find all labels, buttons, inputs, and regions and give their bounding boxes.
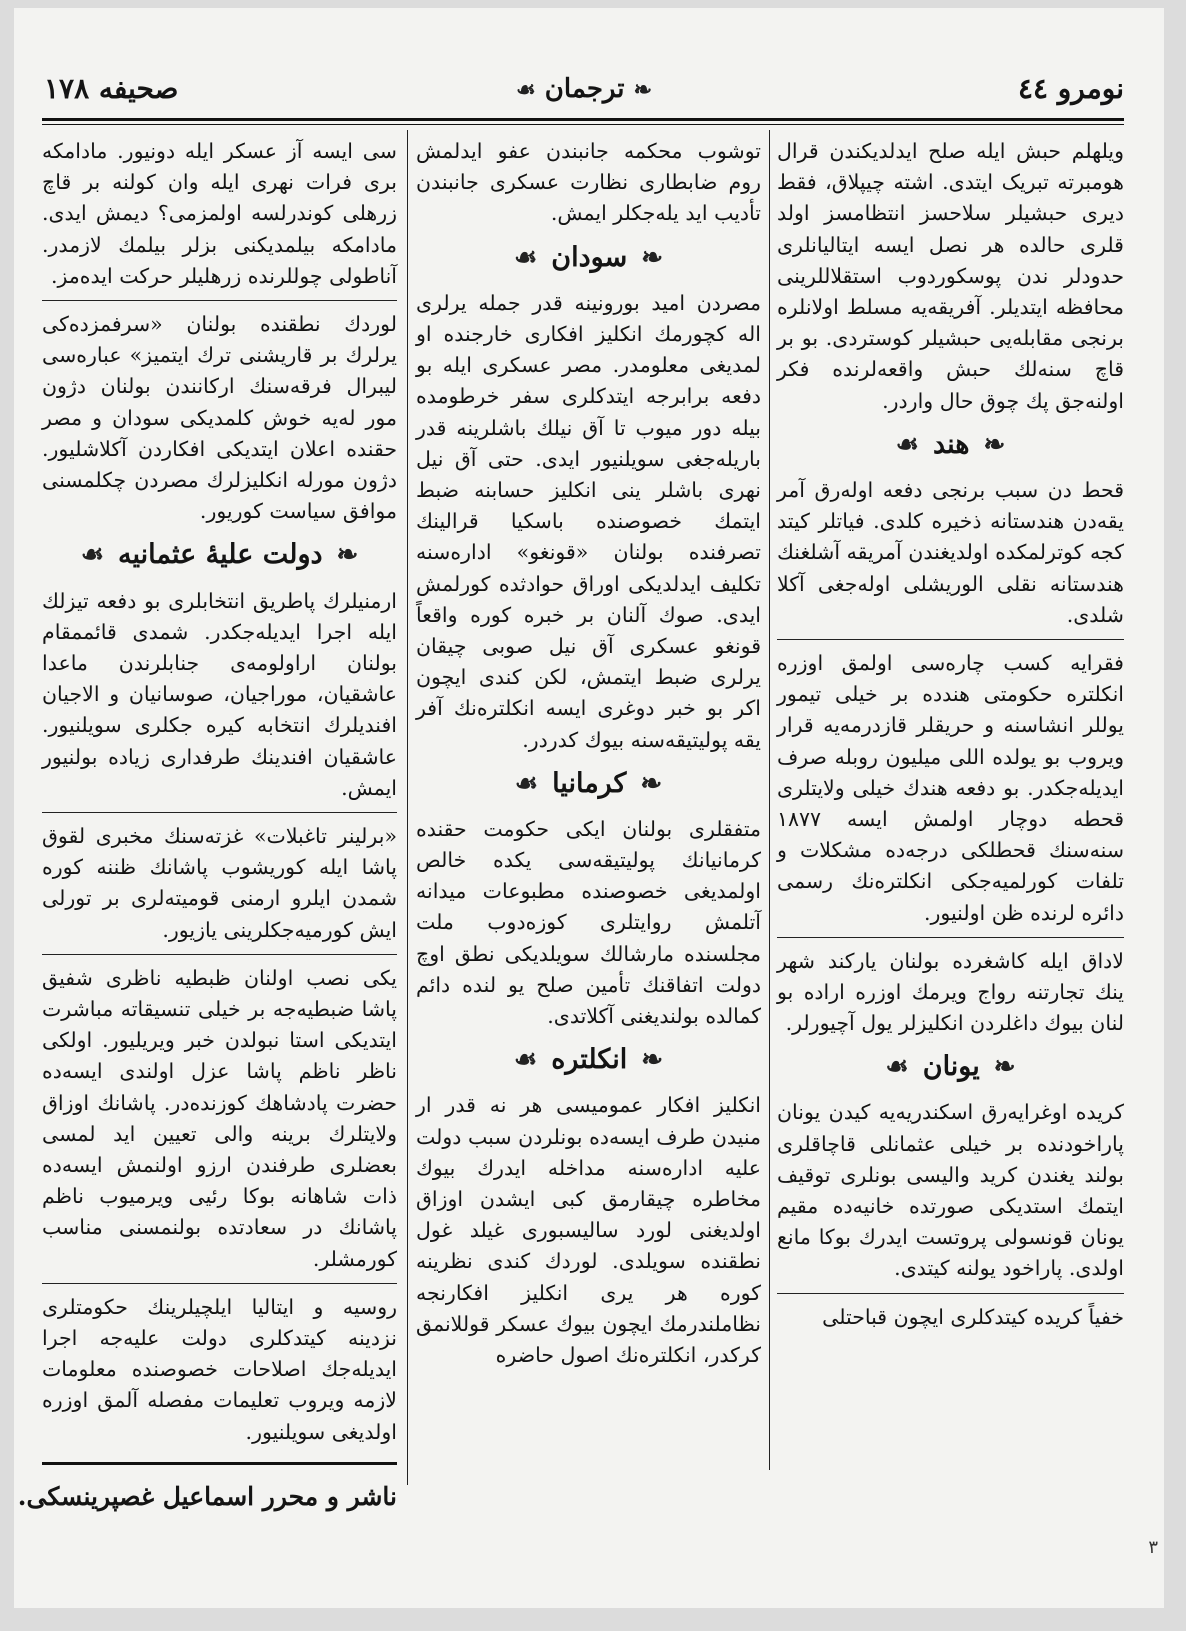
ornament-icon: ☙ [514,768,539,799]
paragraph-rule [42,812,397,813]
section-heading-hind [777,429,1124,461]
section-heading-ottoman-state [42,539,397,571]
header-rule [42,118,1124,125]
article-paragraph: ارمنیلرك پاطریق انتخابلری بو دفعه تیزلك ایله اجرا ایدیله‌جکدر. شمدی قائممقام بولنان اراولومه‌ی جنابلرندن ماعدا عاشقیان، موراجیان، صوسانیان و الاجیان افندیلرك انتخابه کیره جکلری سویلنیور. عاشقیان افندینك طرفداری زیاده بولنیور ایمش. [42,588,397,800]
masthead-title-text: ترجمان [544,74,625,104]
column-middle [416,136,761,1371]
section-heading-text: کرمانیا [552,767,627,799]
paragraph-rule [42,954,397,955]
ornament-icon: ☙ [513,242,538,273]
page-header [44,66,1124,116]
article-paragraph: قحط دن سبب برنجی دفعه اوله‌رق آمر یقه‌دن هندستانه ذخیره کلدی. فیاتلر کیتد کجه کوترلمکده اولدیغندن آمریقه آشلغنك هندستانه نقلی الوریشلی اوله‌جغی آکلا شلدی. [777,477,1124,627]
ornament-icon: ❧ [633,77,652,103]
article-paragraph: سی ایسه آز عسکر ایله دونیور. مادامکه بری فرات نهری ایله وان کولنه بر قاچ زرهلی کوندرلسه اولمزمی؟ دیمش ایدی. مادامکه بیلمدیکنی بزلر بیلمك لازمدر. آناطولی چوللرنده زرهلیلر حرکت ایده‌مز. [42,139,397,288]
article-paragraph: ویلهلم حبش ایله صلح ایدلدیکندن قرال هومبرته تبریک ایتدی. اشته چیپلاق، فقط دیری حبشیلر سلاحسز انتظامسز اولد قلری حالده هر نصل ایسه ایتالیانلری حدودلر ندن پوسکوردوب استقلاللرینی محافظه ایتدیلر. آفریقه‌یه مسلط اولانلره برنجی مقابله‌یی حبشیلر کوستردی. بو بر قاچ سنه‌لك حبش واقعه‌لرنده فکر اولنه‌جق پك چوق حال واردر. [777,139,1124,413]
ornament-icon: ❧ [640,768,663,799]
column-right [777,136,1124,1333]
section-heading-text: یونان [922,1051,980,1083]
section-heading-germany [416,768,761,800]
article-paragraph: کریده اوغرایه‌رق اسکندریه‌یه کیدن یونان پاراخودنده بر خیلی عثمانلی قاچاقلری بولند یغندن کرید والیسی بونلری توقیف ایتمك استدیکی صورتده خانیه‌ده مقیم یونان قونسولی پروتست ایدرك بوکا مانع اولدی. پاراخود یولنه کیتدی. [777,1100,1124,1281]
paragraph-rule [777,937,1124,938]
article-paragraph: روسیه و ایتالیا ایلچیلرینك حکومتلری نزدینه کیتدکلری دولت علیه‌جه اجرا ایدیله‌جك اصلاحات خصوصنده معلومات لازمه ویروب تعلیمات مفصله آلمق اوزره اولدیغی سویلنیور. [42,1294,397,1444]
paragraph-rule [42,300,397,301]
article-paragraph: توشوب محکمه جانبندن عفو ایدلمش روم ضابطاری نظارت عسکری جانبندن تأدیب اید یله‌جکلر ایمش. [416,139,761,226]
article-paragraph: مصردن امید بورونینه قدر جمله یرلری اله کچورمك انکلیز افکاری خارجنده او لمدیغی معلومدر. مصر عسکری ایله بو دفعه برابرجه ایتدکلری سفر خرطومده بیله دور میوب تا آق نیلك باشلرینه قدر باریله‌جغی سویلنیور ایدی. حتی آق نیل نهری باشلر ینی انکلیز حسابنه ضبط ایتمك خصوصنده باسکیا قرالینك تصرفنده بولنان «قونغو» اداره‌سنه تکلیف ایدلدیکی اوراق حوادثده کورلمش ایدی. صوك آلنان بر خبره کوره واقعاً قونغو عسکری آق نیل صوبی چیقان یرلری ضبط ایتمش، لکن کندی ایچون اکر بو خبر دوغری ایسه انکلتره‌نك آفر یقه پولیتیقه‌سنه بیوك کدردر. [416,290,761,752]
column-divider [407,130,408,1485]
page-label: صحیفه ۱۷۸ [44,72,179,105]
issue-number: نومرو ٤٤ [1017,72,1124,105]
ornament-icon: ❧ [641,1045,664,1076]
section-heading-text: هند [932,428,970,460]
article-paragraph: خفیاً کریده کیتدکلری ایچون قباحتلی [822,1304,1124,1329]
article-paragraph: یکی نصب اولنان ظبطیه ناظری شفیق پاشا ضبطیه‌جه بر خیلی تنسیقاته مباشرت ایتدیکی استا نبولدن خبر ویریلیور. اولکی ناظر ناظم پاشا عزل اولندی ایسه‌ده حضرت پادشاهك کوزنده‌در. پاشانك اوزاق ولایتلرك برینه والی تعیین اید لمسی بعضلری طرفندن ارزو اولنمش ایسه‌ده ذات شاهانه بوکا رئیی ویرمیوب ناظم پاشانك در سعادتده بولنمسنی مناسب کورمشلر. [42,965,397,1271]
section-heading-sudan [416,242,761,274]
article-paragraph: فقرایه کسب چاره‌سی اولمق اوزره انکلتره حکومتی هندده بر خیلی تیمور یوللر انشاسنه و حریقلر قازدرمه‌یه قرار ویروب بو یولده اللی میلیون روبله صرف ایدیله‌جکدر. بو دفعه هندك خیلی ولایتلری قحطه دوچار اولمش ایسه ۱۸۷۷ سنه‌سنك قحطلکی درجه‌ده مشکلات و تلفات کورلمیه‌جکی انکلتره‌نك رسمی دائره لرنده ظن اولنیور. [777,650,1124,925]
column-left [17,136,397,1512]
ornament-icon: ☙ [513,1045,538,1076]
section-heading-text: انکلتره [551,1044,628,1076]
article-paragraph: متفقلری بولنان ایکی حکومت حقنده کرمانیانك پولیتیقه‌سی یکده خالص اولمدیغی خصوصنده مطبوعات میدانه آتلمش روایتلری کوزه‌دوب ملت مجلسنده مارشالك سویلدیکی نطق اوچ دولت اتفاقنك تأمین صلح یو لنده دائم کمالده بولندیغنی آکلاتدی. [416,816,761,1029]
ornament-icon: ❧ [993,1052,1016,1083]
publisher-line: ناشر و محرر اسماعیل غصپرینسکی. [42,1462,397,1512]
section-heading-text: دولت علیهٔ عثمانیه [118,539,323,571]
article-paragraph: لوردك نطقنده بولنان «سرفمزده‌کی یرلرك بر قاریشنی ترك ایتمیز» عباره‌سی لیبرال فرقه‌سنك ارکانندن بولنان دژون مور له‌یه خوش کلمدیکی سودان و مصر حقنده اعلان ایتدیکی افکاردن آکلاشلیور. دژون مورله انکلیزلرك مصردن چکلمسنی موافق سیاست کوریور. [42,312,397,524]
paragraph-rule [42,1283,397,1284]
section-heading-yunan [777,1051,1124,1083]
newspaper-page [14,8,1164,1608]
article-paragraph: لاداق ایله کاشغرده بولنان یارکند شهر ینك تجارتنه رواج ویرمك اوزره اراده بو لنان بیوك داغلردن انکلیزلر یول آچیورلر. [777,948,1124,1036]
masthead-title [516,74,652,104]
article-paragraph: «برلینر تاغبلات» غزته‌سنك مخبری لقوق پاشا ایله کوریشوب پاشانك ظننه کوره شمدن ایلرو ارمنی قومیته‌لری بر تورلی ایش کورمیه‌جکلرینی یازیور. [42,823,397,942]
article-paragraph: انکلیز افکار عمومیسی هر نه قدر ار منیدن طرف ایسه‌ده بونلردن سبب دولت علیه اداره‌سنه مداخله ایدرك بیوك مخاطره چیقارمق کبی ایشدن اوزاق اولدیغنی لورد سالیسبوری غیلد غول نطقنده سویلدی. لوردك کندی نظرینه کوره هر یری انکلیز افکارنجه نظاملندرمك ایچون بیوك عسکر قوللانمق کرکدر، انکلتره‌نك اصول حاضره [416,1093,761,1367]
corner-mark: ٣ [1148,1537,1158,1558]
ornament-icon: ❧ [983,429,1006,460]
ornament-icon: ☙ [895,429,919,460]
column-divider [769,130,770,1470]
section-heading-text: سودان [551,241,628,273]
paragraph-rule [777,1293,1124,1294]
paragraph-rule [777,639,1124,640]
ornament-icon: ☙ [516,77,536,103]
ornament-icon: ❧ [336,540,359,571]
ornament-icon: ☙ [80,540,104,571]
section-heading-england [416,1044,761,1076]
ornament-icon: ☙ [885,1052,909,1083]
ornament-icon: ❧ [641,242,664,273]
